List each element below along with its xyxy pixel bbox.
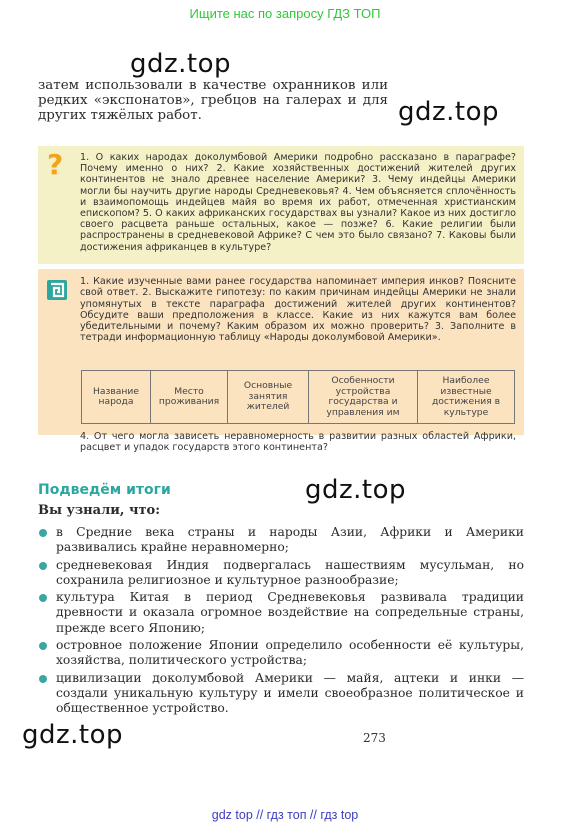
table-header-cell: Особенности устройства государства и управления им [309,371,418,424]
table-header-cell: Место проживания [151,371,228,424]
watermark: gdz.top [22,720,124,750]
top-banner: Ищите нас по запросу ГДЗ ТОП [189,6,381,21]
task-4-text: 4. От чего могла зависеть неравномерность в развитии разных областей Африки, расцвет и упадок государств этого континента? [80,431,516,454]
footer-links[interactable]: gdz top // гдз топ // гдз top [211,808,359,822]
watermark: gdz.top [130,49,232,79]
list-item-text: цивилизации доколумбовой Америки — майя, ацтеки и инки — создали уникальную культуру и имели своеобразное политическое и общественное устройство. [56,670,524,716]
summary-subtitle: Вы узнали, что: [38,503,161,518]
list-item-text: средневековая Индия подвергалась нашествиям мусульман, но сохранила религиозное и культурное разнообразие; [56,557,524,587]
bullet-dot-icon [39,562,47,570]
list-item [38,525,524,556]
summary-list [38,525,524,719]
question-mark-icon: ? [47,148,64,181]
bullet-dot-icon [39,642,47,650]
table-header-row [82,371,515,424]
summary-title: Подведём итоги [38,482,171,498]
table-header-cell: Наиболее известные достижения в культуре [418,371,515,424]
intro-paragraph: затем использовали в качестве охранников или редких «экспонатов», гребцов на галерах и для других тяжёлых работ. [38,78,388,123]
table-header-cell: Название народа [82,371,151,424]
list-item-text: в Средние века страны и народы Азии, Африки и Америки развивались крайне неравномерно; [56,525,524,555]
watermark: gdz.top [305,475,407,505]
list-item [38,638,524,669]
bullet-dot-icon [39,675,47,683]
questions-box [38,146,524,264]
list-item [38,558,524,589]
list-item [38,590,524,636]
bullet-dot-icon [39,594,47,602]
watermark: gdz.top [398,97,500,127]
list-item-text: культура Китая в период Средневековья развивала традиции древности и оказала огромное воздействие на сопредельные страны, прежде всего Японию; [56,590,524,635]
bullet-dot-icon [39,529,47,537]
list-item [38,671,524,717]
info-table [81,370,515,424]
page-number: 273 [363,731,386,745]
questions-text: 1. О каких народах доколумбовой Америки подробно рассказано в параграфе? Почему именно о них? 2. Какие хозяйственных достижений жителей других континентов не знало древнее население Америки? 3. Чему индейцы Америки могли бы научить другие народы Средневековья? 4. Чем объясняется сплочённость и взаимопомощь индейцев майя во время их работ, отмеченная христианским епископом? 5. О каких африканских государствах вы узнали? Какое из них достигло своего расцвета раньше остальных, какое — позже? 6. Какие религии были распространены в средневековой Африке? С чем это было связано? 7. Каковы были достижения африканцев в культуре? [80,152,516,253]
table-header-cell: Основные занятия жителей [228,371,309,424]
spiral-task-icon [47,280,67,300]
tasks-text: 1. Какие изученные вами ранее государства напоминает империя инков? Поясните свой ответ. 2. Выскажите гипотезу: по каким причинам индейцы Америки не знали упомянутых в тексте параграфа достижений жителей других континентов? Обсудите ваши предположения в классе. Какие из них кажутся вам более убедительными и почему? Каким образом их можно проверить? 3. Заполните в тетради информационную таблицу «Народы доколумбовой Америки». [80,276,516,344]
list-item-text: островное положение Японии определило особенности её культуры, хозяйства, политического устройства; [56,638,524,668]
